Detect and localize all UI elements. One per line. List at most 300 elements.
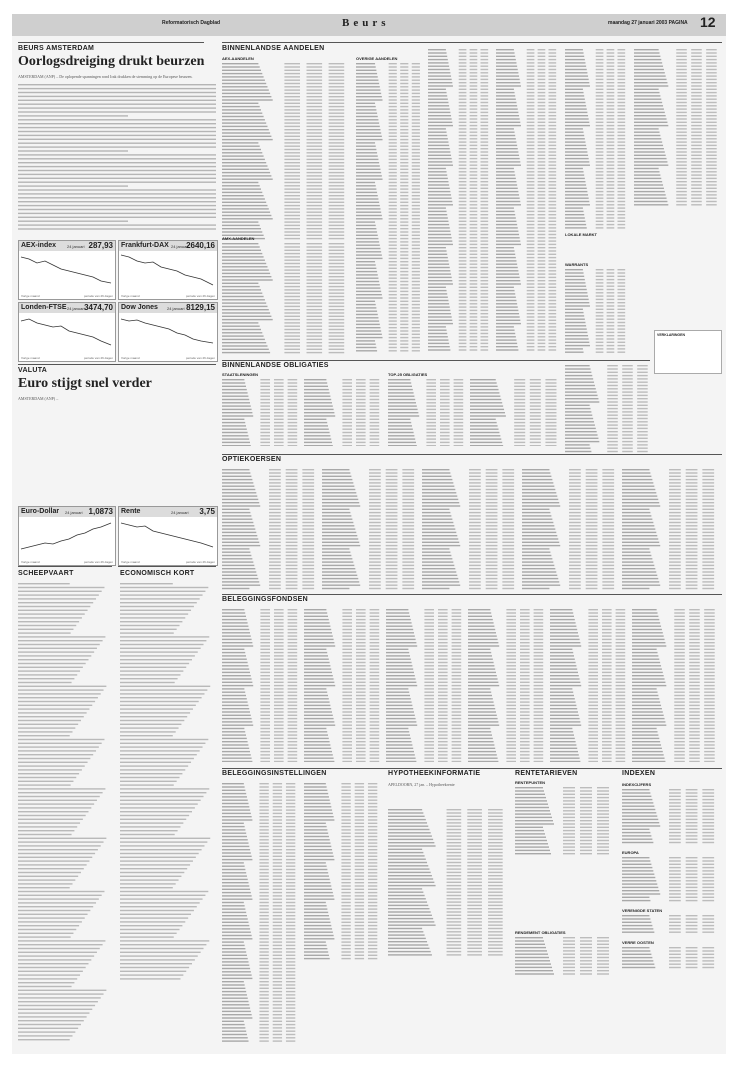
row-value <box>259 938 268 939</box>
row-label <box>304 616 328 617</box>
row-value <box>480 250 488 251</box>
fine-print-line <box>120 686 210 687</box>
row-value <box>704 698 715 699</box>
row-value <box>459 273 467 274</box>
row-value <box>569 535 581 536</box>
row-value <box>669 581 681 582</box>
row-value <box>548 132 556 133</box>
row-value <box>702 555 714 556</box>
row-value <box>469 565 481 566</box>
row-value <box>470 99 478 100</box>
row-value <box>586 581 598 582</box>
row-value <box>402 588 414 589</box>
row-value <box>506 659 516 660</box>
row-value <box>286 842 295 843</box>
fine-print-line <box>18 667 83 668</box>
row-value <box>470 234 478 235</box>
row-label <box>222 578 258 579</box>
row-label <box>222 622 248 623</box>
row-value <box>588 738 598 739</box>
row-value <box>355 786 364 787</box>
row-value <box>307 299 323 300</box>
row-label <box>428 95 447 96</box>
row-value <box>259 1021 268 1022</box>
row-label <box>496 247 514 248</box>
row-label <box>222 892 251 893</box>
row-value <box>402 538 414 539</box>
row-label <box>304 741 330 742</box>
row-value <box>548 227 556 228</box>
row-label <box>222 185 260 186</box>
row-value <box>288 379 298 380</box>
row-label <box>386 682 416 683</box>
row-value <box>412 132 420 133</box>
row-value <box>370 744 380 745</box>
row-value <box>616 619 626 620</box>
row-value <box>702 588 714 589</box>
row-label <box>222 345 268 346</box>
row-value <box>412 169 420 170</box>
table-title: LOKALE MARKT <box>565 232 597 237</box>
row-value <box>548 306 556 307</box>
row-value <box>548 349 556 350</box>
row-label <box>565 325 586 326</box>
row-value <box>669 519 681 520</box>
row-label <box>356 301 375 302</box>
row-label <box>322 532 356 533</box>
fine-print-line <box>18 689 104 690</box>
row-value <box>470 211 478 212</box>
row-value <box>538 254 546 255</box>
row-value <box>538 204 546 205</box>
row-value <box>480 62 488 63</box>
row-value <box>520 655 530 656</box>
row-value <box>400 103 408 104</box>
row-label <box>428 333 447 334</box>
row-value <box>288 668 298 669</box>
row-value <box>440 429 450 430</box>
row-value <box>706 72 717 73</box>
row-value <box>260 422 270 423</box>
row-label <box>304 612 327 613</box>
fine-print-line <box>18 914 88 915</box>
row-value <box>274 438 284 439</box>
row-label <box>428 178 448 179</box>
fine-print-line <box>18 853 95 854</box>
row-value <box>370 622 380 623</box>
row-value <box>284 212 300 213</box>
row-value <box>412 152 420 153</box>
row-label <box>422 542 459 543</box>
chart-line <box>19 251 115 291</box>
row-value <box>389 185 397 186</box>
row-value <box>514 432 525 433</box>
row-label <box>222 619 247 620</box>
row-value <box>469 472 481 473</box>
row-value <box>527 89 535 90</box>
row-value <box>538 125 546 126</box>
row-value <box>548 333 556 334</box>
row-value <box>569 472 581 473</box>
row-label <box>496 52 515 53</box>
row-value <box>389 89 397 90</box>
row-value <box>538 217 546 218</box>
fine-print-line <box>18 857 92 858</box>
row-value <box>704 652 715 653</box>
row-value <box>438 629 448 630</box>
row-value <box>588 725 598 726</box>
row-label <box>356 251 381 252</box>
row-value <box>669 558 681 559</box>
row-value <box>412 103 420 104</box>
row-value <box>520 692 530 693</box>
row-value <box>691 56 702 57</box>
row-value <box>607 85 615 86</box>
row-value <box>702 482 714 483</box>
row-value <box>569 525 581 526</box>
row-label <box>304 645 335 646</box>
row-value <box>342 701 352 702</box>
row-label <box>632 632 663 633</box>
row-value <box>617 348 625 349</box>
row-label <box>304 626 330 627</box>
row-value <box>424 725 434 726</box>
fine-print-line <box>18 591 102 592</box>
row-value <box>689 672 700 673</box>
row-value <box>284 352 300 353</box>
row-label <box>565 92 584 93</box>
fine-print-line <box>18 708 89 709</box>
row-value <box>514 402 525 403</box>
row-value <box>274 392 284 393</box>
row-label <box>356 238 378 239</box>
row-value <box>284 269 300 270</box>
row-value <box>307 322 323 323</box>
row-label <box>222 809 250 810</box>
row-value <box>459 112 467 113</box>
row-label <box>522 585 560 586</box>
row-value <box>569 486 581 487</box>
fine-print-line <box>120 971 186 972</box>
row-value <box>480 280 488 281</box>
row-value <box>438 639 448 640</box>
fine-print-line <box>120 929 180 930</box>
row-value <box>389 320 397 321</box>
row-value <box>342 738 352 739</box>
table-rows <box>550 608 630 762</box>
row-value <box>706 52 717 53</box>
row-label <box>550 629 577 630</box>
row-label <box>622 585 660 586</box>
row-value <box>480 165 488 166</box>
row-value <box>530 412 541 413</box>
row-label <box>222 642 252 643</box>
row-value <box>527 280 535 281</box>
row-value <box>706 204 717 205</box>
row-value <box>459 122 467 123</box>
row-value <box>307 83 323 84</box>
row-value <box>706 62 717 63</box>
row-value <box>617 325 625 326</box>
row-label <box>222 525 254 526</box>
row-value <box>689 721 700 722</box>
row-value <box>329 188 345 189</box>
row-value <box>370 751 380 752</box>
row-value <box>602 612 612 613</box>
row-value <box>548 66 556 67</box>
row-value <box>386 522 398 523</box>
fine-print-line <box>18 103 216 104</box>
row-value <box>288 386 298 387</box>
fine-print-line <box>18 670 80 671</box>
row-value <box>607 375 618 376</box>
row-label <box>222 734 246 735</box>
row-value <box>514 386 525 387</box>
row-value <box>260 659 270 660</box>
row-value <box>704 629 715 630</box>
row-value <box>269 469 281 470</box>
row-value <box>617 72 625 73</box>
chart-line <box>119 251 217 291</box>
row-label <box>304 662 330 663</box>
row-value <box>480 89 488 90</box>
row-value <box>273 895 282 896</box>
row-value <box>676 125 687 126</box>
row-value <box>588 705 598 706</box>
row-value <box>470 95 478 96</box>
row-value <box>459 181 467 182</box>
row-value <box>527 346 535 347</box>
row-value <box>480 287 488 288</box>
row-value <box>269 571 281 572</box>
row-value <box>602 701 612 702</box>
row-value <box>486 548 498 549</box>
row-value <box>424 685 434 686</box>
row-value <box>637 418 648 419</box>
fine-print-line <box>18 811 89 812</box>
row-value <box>506 612 516 613</box>
row-value <box>370 711 380 712</box>
row-value <box>588 659 598 660</box>
row-value <box>617 49 625 50</box>
row-value <box>486 538 498 539</box>
fine-print-line <box>18 208 216 209</box>
row-value <box>548 184 556 185</box>
row-label <box>304 392 330 393</box>
row-label <box>356 175 382 176</box>
row-label <box>622 568 655 569</box>
row-label <box>496 349 518 350</box>
row-value <box>607 174 615 175</box>
row-value <box>691 148 702 149</box>
row-label <box>496 264 517 265</box>
row-value <box>486 492 498 493</box>
row-value <box>538 287 546 288</box>
row-label <box>496 290 515 291</box>
row-label <box>222 885 249 886</box>
fine-print-line <box>120 621 182 622</box>
row-value <box>412 89 420 90</box>
row-value <box>459 174 467 175</box>
row-value <box>454 392 464 393</box>
row-value <box>676 168 687 169</box>
row-value <box>412 113 420 114</box>
row-value <box>596 174 604 175</box>
row-value <box>286 1027 295 1028</box>
row-label <box>565 434 598 435</box>
row-value <box>596 62 604 63</box>
row-label <box>222 188 261 189</box>
row-label <box>622 476 651 477</box>
row-value <box>329 326 345 327</box>
row-value <box>674 619 685 620</box>
row-value <box>369 479 381 480</box>
row-value <box>288 396 298 397</box>
row-value <box>702 542 714 543</box>
row-value <box>607 108 615 109</box>
row-value <box>506 685 516 686</box>
row-value <box>686 545 698 546</box>
row-value <box>607 82 615 83</box>
row-value <box>706 178 717 179</box>
row-label <box>322 538 358 539</box>
row-value <box>274 741 284 742</box>
row-value <box>438 744 448 745</box>
row-label <box>386 665 412 666</box>
row-value <box>400 337 408 338</box>
row-value <box>602 708 612 709</box>
row-label <box>632 655 658 656</box>
row-value <box>426 415 436 416</box>
row-label <box>496 300 516 301</box>
row-value <box>260 655 270 656</box>
row-value <box>596 322 604 323</box>
row-value <box>400 287 408 288</box>
row-value <box>438 758 448 759</box>
row-value <box>706 151 717 152</box>
row-value <box>286 528 298 529</box>
row-value <box>538 201 546 202</box>
row-value <box>674 635 685 636</box>
row-value <box>506 731 516 732</box>
row-label <box>222 532 256 533</box>
row-value <box>538 330 546 331</box>
row-value <box>538 346 546 347</box>
row-value <box>617 56 625 57</box>
row-label <box>565 95 584 96</box>
row-value <box>602 635 612 636</box>
row-label <box>422 575 457 576</box>
row-value <box>637 385 648 386</box>
row-value <box>480 145 488 146</box>
row-label <box>632 685 666 686</box>
row-value <box>389 103 397 104</box>
row-value <box>369 565 381 566</box>
row-value <box>480 151 488 152</box>
row-value <box>538 115 546 116</box>
row-label <box>222 142 258 143</box>
row-label <box>356 192 377 193</box>
row-value <box>329 342 345 343</box>
row-value <box>470 303 478 304</box>
row-value <box>274 635 284 636</box>
row-value <box>288 639 298 640</box>
row-value <box>400 66 408 67</box>
row-value <box>538 320 546 321</box>
row-value <box>424 659 434 660</box>
row-label <box>565 391 597 392</box>
row-label <box>422 525 454 526</box>
row-label <box>550 725 581 726</box>
row-value <box>617 141 625 142</box>
row-value <box>307 286 323 287</box>
row-label <box>304 688 326 689</box>
row-value <box>400 119 408 120</box>
row-value <box>674 698 685 699</box>
row-label <box>222 790 245 791</box>
row-label <box>496 346 518 347</box>
row-value <box>329 116 345 117</box>
row-value <box>527 283 535 284</box>
row-value <box>400 169 408 170</box>
row-label <box>422 535 457 536</box>
row-value <box>545 399 556 400</box>
row-label <box>386 751 414 752</box>
row-value <box>273 912 282 913</box>
row-value <box>412 248 420 249</box>
row-label <box>522 515 551 516</box>
row-value <box>548 310 556 311</box>
row-value <box>260 612 270 613</box>
row-label <box>496 336 516 337</box>
row-value <box>607 75 615 76</box>
row-value <box>530 392 541 393</box>
row-value <box>607 188 615 189</box>
row-value <box>676 56 687 57</box>
row-value <box>438 721 448 722</box>
rule <box>18 364 216 365</box>
row-value <box>538 148 546 149</box>
row-value <box>389 152 397 153</box>
row-label <box>222 182 258 183</box>
row-label <box>322 561 353 562</box>
row-value <box>386 472 398 473</box>
row-value <box>400 132 408 133</box>
row-value <box>369 502 381 503</box>
row-value <box>412 314 420 315</box>
row-value <box>607 299 615 300</box>
row-value <box>369 492 381 493</box>
row-label <box>304 422 327 423</box>
row-label <box>565 165 590 166</box>
row-label <box>565 224 586 225</box>
row-value <box>514 412 525 413</box>
row-value <box>342 711 352 712</box>
fine-print-line <box>18 959 91 960</box>
row-value <box>259 912 268 913</box>
row-value <box>259 948 268 949</box>
row-value <box>596 227 604 228</box>
row-value <box>329 109 345 110</box>
row-value <box>370 701 380 702</box>
row-label <box>356 119 378 120</box>
row-value <box>588 672 598 673</box>
row-label <box>550 731 573 732</box>
row-value <box>470 198 478 199</box>
row-value <box>356 708 366 709</box>
row-value <box>706 188 717 189</box>
article-body: AMSTERDAM (ANP) – De oplopende spanningen rond Irak drukken de stemming op de Europese beurzen. <box>18 74 216 240</box>
